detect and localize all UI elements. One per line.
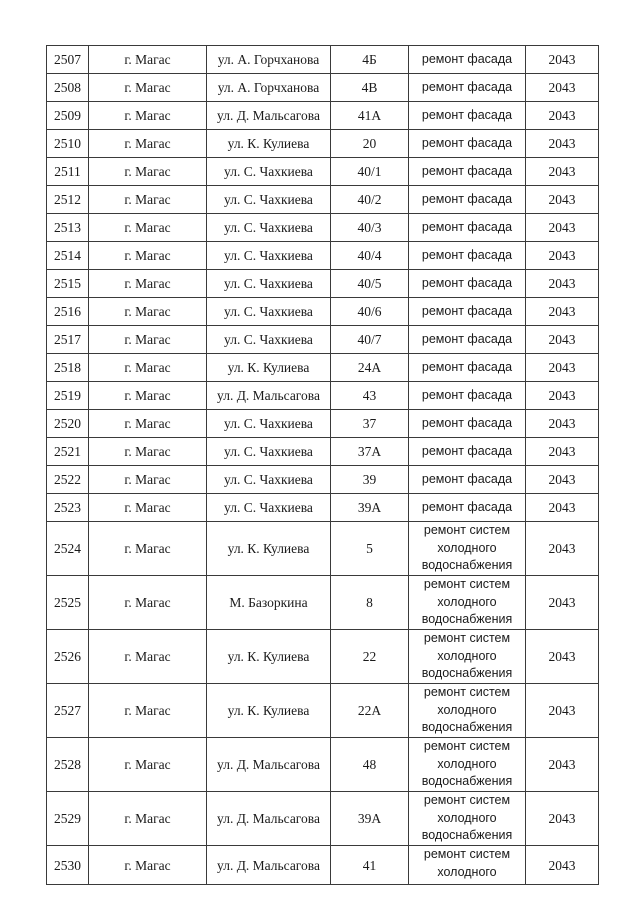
house-number-cell: 22: [331, 630, 409, 684]
row-number-cell: 2522: [47, 466, 89, 494]
house-number-cell: 40/5: [331, 270, 409, 298]
street-cell: М. Базоркина: [207, 576, 331, 630]
house-number-cell: 39А: [331, 792, 409, 846]
street-cell: ул. Д. Мальсагова: [207, 382, 331, 410]
row-number-cell: 2521: [47, 438, 89, 466]
row-number-cell: 2507: [47, 46, 89, 74]
street-cell: ул. Д. Мальсагова: [207, 846, 331, 885]
house-number-cell: 4Б: [331, 46, 409, 74]
table-row: [47, 466, 599, 494]
work-type-cell: ремонт систем холодного: [409, 846, 526, 885]
house-number-cell: 40/2: [331, 186, 409, 214]
row-number-cell: 2515: [47, 270, 89, 298]
city-cell: г. Магас: [89, 354, 207, 382]
year-cell: 2043: [526, 410, 599, 438]
city-cell: г. Магас: [89, 130, 207, 158]
year-cell: 2043: [526, 466, 599, 494]
table-row: [47, 494, 599, 522]
house-number-cell: 4В: [331, 74, 409, 102]
row-number-cell: 2519: [47, 382, 89, 410]
city-cell: г. Магас: [89, 494, 207, 522]
year-cell: 2043: [526, 130, 599, 158]
row-number-cell: 2523: [47, 494, 89, 522]
table-row: [47, 576, 599, 630]
house-number-cell: 41А: [331, 102, 409, 130]
street-cell: ул. Д. Мальсагова: [207, 102, 331, 130]
row-number-cell: 2508: [47, 74, 89, 102]
table-row: [47, 242, 599, 270]
work-type-cell: ремонт систем холодного водоснабжения: [409, 684, 526, 738]
row-number-cell: 2525: [47, 576, 89, 630]
street-cell: ул. С. Чахкиева: [207, 438, 331, 466]
table-row: [47, 326, 599, 354]
year-cell: 2043: [526, 382, 599, 410]
year-cell: 2043: [526, 74, 599, 102]
row-number-cell: 2509: [47, 102, 89, 130]
work-type-cell: ремонт фасада: [409, 270, 526, 298]
row-number-cell: 2524: [47, 522, 89, 576]
table-row: [47, 46, 599, 74]
city-cell: г. Магас: [89, 466, 207, 494]
city-cell: г. Магас: [89, 74, 207, 102]
work-type-cell: ремонт фасада: [409, 186, 526, 214]
city-cell: г. Магас: [89, 684, 207, 738]
work-type-cell: ремонт фасада: [409, 242, 526, 270]
city-cell: г. Магас: [89, 576, 207, 630]
street-cell: ул. С. Чахкиева: [207, 410, 331, 438]
table-row: [47, 438, 599, 466]
row-number-cell: 2512: [47, 186, 89, 214]
table-row: [47, 846, 599, 885]
city-cell: г. Магас: [89, 438, 207, 466]
street-cell: ул. С. Чахкиева: [207, 466, 331, 494]
house-number-cell: 5: [331, 522, 409, 576]
row-number-cell: 2510: [47, 130, 89, 158]
table-row: [47, 522, 599, 576]
city-cell: г. Магас: [89, 792, 207, 846]
row-number-cell: 2527: [47, 684, 89, 738]
row-number-cell: 2514: [47, 242, 89, 270]
table-row: [47, 298, 599, 326]
house-number-cell: 40/6: [331, 298, 409, 326]
year-cell: 2043: [526, 214, 599, 242]
city-cell: г. Магас: [89, 46, 207, 74]
table-row: [47, 158, 599, 186]
row-number-cell: 2526: [47, 630, 89, 684]
work-type-cell: ремонт фасада: [409, 382, 526, 410]
street-cell: ул. С. Чахкиева: [207, 494, 331, 522]
city-cell: г. Магас: [89, 738, 207, 792]
year-cell: 2043: [526, 186, 599, 214]
year-cell: 2043: [526, 792, 599, 846]
house-number-cell: 41: [331, 846, 409, 885]
city-cell: г. Магас: [89, 158, 207, 186]
work-type-cell: ремонт систем холодного водоснабжения: [409, 738, 526, 792]
row-number-cell: 2528: [47, 738, 89, 792]
repair-table-body: [47, 46, 599, 885]
work-type-cell: ремонт фасада: [409, 410, 526, 438]
table-row: [47, 130, 599, 158]
year-cell: 2043: [526, 846, 599, 885]
street-cell: ул. А. Горчханова: [207, 46, 331, 74]
street-cell: ул. С. Чахкиева: [207, 242, 331, 270]
year-cell: 2043: [526, 298, 599, 326]
street-cell: ул. А. Горчханова: [207, 74, 331, 102]
street-cell: ул. С. Чахкиева: [207, 214, 331, 242]
city-cell: г. Магас: [89, 186, 207, 214]
year-cell: 2043: [526, 354, 599, 382]
year-cell: 2043: [526, 102, 599, 130]
row-number-cell: 2518: [47, 354, 89, 382]
street-cell: ул. С. Чахкиева: [207, 270, 331, 298]
street-cell: ул. С. Чахкиева: [207, 326, 331, 354]
house-number-cell: 40/7: [331, 326, 409, 354]
house-number-cell: 37: [331, 410, 409, 438]
city-cell: г. Магас: [89, 298, 207, 326]
house-number-cell: 24А: [331, 354, 409, 382]
table-row: [47, 270, 599, 298]
row-number-cell: 2516: [47, 298, 89, 326]
year-cell: 2043: [526, 270, 599, 298]
city-cell: г. Магас: [89, 270, 207, 298]
row-number-cell: 2511: [47, 158, 89, 186]
row-number-cell: 2529: [47, 792, 89, 846]
city-cell: г. Магас: [89, 846, 207, 885]
street-cell: ул. К. Кулиева: [207, 684, 331, 738]
repair-table: [46, 45, 599, 885]
work-type-cell: ремонт фасада: [409, 494, 526, 522]
work-type-cell: ремонт фасада: [409, 354, 526, 382]
table-row: [47, 684, 599, 738]
street-cell: ул. К. Кулиева: [207, 630, 331, 684]
year-cell: 2043: [526, 46, 599, 74]
street-cell: ул. К. Кулиева: [207, 522, 331, 576]
city-cell: г. Магас: [89, 382, 207, 410]
street-cell: ул. Д. Мальсагова: [207, 738, 331, 792]
city-cell: г. Магас: [89, 214, 207, 242]
year-cell: 2043: [526, 684, 599, 738]
house-number-cell: 40/4: [331, 242, 409, 270]
house-number-cell: 8: [331, 576, 409, 630]
street-cell: ул. К. Кулиева: [207, 130, 331, 158]
year-cell: 2043: [526, 494, 599, 522]
work-type-cell: ремонт систем холодного водоснабжения: [409, 630, 526, 684]
house-number-cell: 43: [331, 382, 409, 410]
repair-schedule-sheet: [46, 45, 598, 885]
table-row: [47, 630, 599, 684]
year-cell: 2043: [526, 576, 599, 630]
house-number-cell: 37А: [331, 438, 409, 466]
table-row: [47, 74, 599, 102]
work-type-cell: ремонт систем холодного водоснабжения: [409, 522, 526, 576]
work-type-cell: ремонт фасада: [409, 102, 526, 130]
table-row: [47, 102, 599, 130]
street-cell: ул. Д. Мальсагова: [207, 792, 331, 846]
street-cell: ул. С. Чахкиева: [207, 298, 331, 326]
work-type-cell: ремонт фасада: [409, 158, 526, 186]
work-type-cell: ремонт систем холодного водоснабжения: [409, 792, 526, 846]
work-type-cell: ремонт фасада: [409, 326, 526, 354]
year-cell: 2043: [526, 242, 599, 270]
table-row: [47, 382, 599, 410]
table-row: [47, 214, 599, 242]
table-row: [47, 792, 599, 846]
house-number-cell: 40/3: [331, 214, 409, 242]
city-cell: г. Магас: [89, 326, 207, 354]
year-cell: 2043: [526, 158, 599, 186]
city-cell: г. Магас: [89, 410, 207, 438]
table-row: [47, 354, 599, 382]
year-cell: 2043: [526, 738, 599, 792]
work-type-cell: ремонт фасада: [409, 214, 526, 242]
house-number-cell: 39А: [331, 494, 409, 522]
house-number-cell: 20: [331, 130, 409, 158]
year-cell: 2043: [526, 326, 599, 354]
work-type-cell: ремонт фасада: [409, 438, 526, 466]
year-cell: 2043: [526, 522, 599, 576]
house-number-cell: 39: [331, 466, 409, 494]
street-cell: ул. К. Кулиева: [207, 354, 331, 382]
house-number-cell: 48: [331, 738, 409, 792]
city-cell: г. Магас: [89, 522, 207, 576]
city-cell: г. Магас: [89, 630, 207, 684]
row-number-cell: 2530: [47, 846, 89, 885]
row-number-cell: 2520: [47, 410, 89, 438]
work-type-cell: ремонт фасада: [409, 466, 526, 494]
city-cell: г. Магас: [89, 242, 207, 270]
table-row: [47, 410, 599, 438]
work-type-cell: ремонт фасада: [409, 74, 526, 102]
row-number-cell: 2513: [47, 214, 89, 242]
street-cell: ул. С. Чахкиева: [207, 186, 331, 214]
table-row: [47, 738, 599, 792]
house-number-cell: 22А: [331, 684, 409, 738]
house-number-cell: 40/1: [331, 158, 409, 186]
street-cell: ул. С. Чахкиева: [207, 158, 331, 186]
year-cell: 2043: [526, 630, 599, 684]
year-cell: 2043: [526, 438, 599, 466]
work-type-cell: ремонт систем холодного водоснабжения: [409, 576, 526, 630]
row-number-cell: 2517: [47, 326, 89, 354]
work-type-cell: ремонт фасада: [409, 46, 526, 74]
work-type-cell: ремонт фасада: [409, 130, 526, 158]
table-row: [47, 186, 599, 214]
city-cell: г. Магас: [89, 102, 207, 130]
work-type-cell: ремонт фасада: [409, 298, 526, 326]
